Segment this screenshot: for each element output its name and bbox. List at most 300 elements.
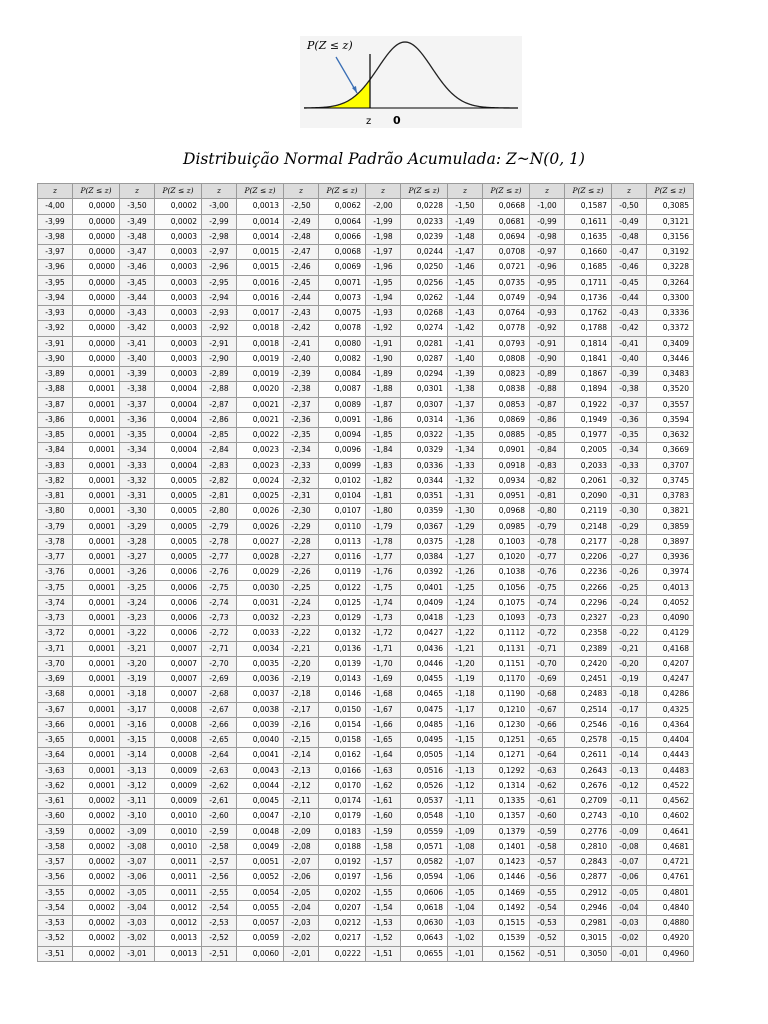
probability-cell: 0,3745 [647, 473, 694, 488]
z-value-cell: -1,91 [366, 336, 401, 351]
z-value-cell: -2,28 [284, 534, 319, 549]
z-value-cell: -0,50 [612, 199, 647, 214]
z-value-cell: -3,17 [120, 702, 155, 717]
z-value-cell: -0,26 [612, 565, 647, 580]
probability-cell: 0,1357 [483, 809, 530, 824]
z-value-cell: -0,92 [530, 321, 565, 336]
probability-cell: 0,4404 [647, 733, 694, 748]
probability-cell: 0,0000 [73, 214, 120, 229]
z-value-cell: -2,89 [202, 367, 237, 382]
z-value-cell: -2,74 [202, 595, 237, 610]
z-value-cell: -0,06 [612, 870, 647, 885]
probability-cell: 0,0630 [401, 916, 448, 931]
probability-cell: 0,0005 [155, 534, 202, 549]
probability-cell: 0,0010 [155, 839, 202, 854]
probability-cell: 0,0217 [319, 931, 366, 946]
z-value-cell: -2,60 [202, 809, 237, 824]
z-value-cell: -2,31 [284, 489, 319, 504]
z-value-cell: -1,28 [448, 534, 483, 549]
probability-cell: 0,0110 [319, 519, 366, 534]
z-value-cell: -3,04 [120, 900, 155, 915]
z-value-cell: -0,45 [612, 275, 647, 290]
header-z: z [530, 184, 565, 199]
probability-cell: 0,0764 [483, 306, 530, 321]
z-value-cell: -0,95 [530, 275, 565, 290]
probability-cell: 0,2776 [565, 824, 612, 839]
probability-cell: 0,0057 [237, 916, 284, 931]
probability-cell: 0,0002 [73, 885, 120, 900]
probability-cell: 0,2451 [565, 672, 612, 687]
z-value-cell: -0,37 [612, 397, 647, 412]
probability-cell: 0,0004 [155, 443, 202, 458]
z-value-cell: -3,82 [38, 473, 73, 488]
z-value-cell: -1,43 [448, 306, 483, 321]
z-value-cell: -1,70 [366, 656, 401, 671]
z-value-cell: -1,19 [448, 672, 483, 687]
probability-cell: 0,0314 [401, 412, 448, 427]
table-row [38, 778, 694, 793]
probability-cell: 0,0039 [237, 717, 284, 732]
probability-cell: 0,1894 [565, 382, 612, 397]
probability-cell: 0,1587 [565, 199, 612, 214]
probability-cell: 0,4325 [647, 702, 694, 717]
z-value-cell: -2,30 [284, 504, 319, 519]
z-value-cell: -1,95 [366, 275, 401, 290]
z-value-cell: -1,38 [448, 382, 483, 397]
table-row [38, 367, 694, 382]
probability-cell: 0,1788 [565, 321, 612, 336]
probability-cell: 0,4443 [647, 748, 694, 763]
probability-cell: 0,0001 [73, 550, 120, 565]
probability-cell: 0,0000 [73, 321, 120, 336]
probability-cell: 0,0000 [73, 229, 120, 244]
z-value-cell: -0,65 [530, 733, 565, 748]
probability-cell: 0,0003 [155, 229, 202, 244]
probability-cell: 0,0749 [483, 290, 530, 305]
probability-cell: 0,0001 [73, 580, 120, 595]
z-value-cell: -2,75 [202, 580, 237, 595]
z-value-cell: -2,78 [202, 534, 237, 549]
probability-cell: 0,0001 [73, 702, 120, 717]
z-value-cell: -0,10 [612, 809, 647, 824]
probability-cell: 0,0001 [73, 778, 120, 793]
z-value-cell: -3,50 [120, 199, 155, 214]
probability-cell: 0,0007 [155, 656, 202, 671]
z-value-cell: -1,33 [448, 458, 483, 473]
z-value-cell: -1,34 [448, 443, 483, 458]
z-value-cell: -2,10 [284, 809, 319, 824]
probability-cell: 0,0006 [155, 565, 202, 580]
probability-cell: 0,0001 [73, 489, 120, 504]
z-value-cell: -2,66 [202, 717, 237, 732]
probability-cell: 0,0003 [155, 260, 202, 275]
z-value-cell: -2,94 [202, 290, 237, 305]
z-value-cell: -0,07 [612, 855, 647, 870]
z-value-cell: -0,78 [530, 534, 565, 549]
probability-cell: 0,0011 [155, 855, 202, 870]
probability-cell: 0,0007 [155, 687, 202, 702]
probability-cell: 0,0427 [401, 626, 448, 641]
probability-cell: 0,0793 [483, 336, 530, 351]
header-probability: P(Z ≤ z) [565, 184, 612, 199]
probability-cell: 0,4207 [647, 656, 694, 671]
z-value-cell: -1,76 [366, 565, 401, 580]
z-value-cell: -3,63 [38, 763, 73, 778]
probability-cell: 0,0023 [237, 443, 284, 458]
z-value-cell: -2,71 [202, 641, 237, 656]
z-value-cell: -1,30 [448, 504, 483, 519]
z-value-cell: -2,13 [284, 763, 319, 778]
probability-cell: 0,0143 [319, 672, 366, 687]
z-value-cell: -3,85 [38, 428, 73, 443]
probability-cell: 0,0778 [483, 321, 530, 336]
probability-cell: 0,0089 [319, 397, 366, 412]
probability-cell: 0,0643 [401, 931, 448, 946]
probability-cell: 0,0222 [319, 946, 366, 961]
z-value-cell: -0,69 [530, 672, 565, 687]
probability-cell: 0,1469 [483, 885, 530, 900]
z-value-cell: -1,64 [366, 748, 401, 763]
probability-cell: 0,0233 [401, 214, 448, 229]
z-value-cell: -0,73 [530, 611, 565, 626]
probability-cell: 0,0016 [237, 290, 284, 305]
z-value-cell: -1,44 [448, 290, 483, 305]
probability-cell: 0,1314 [483, 778, 530, 793]
probability-cell: 0,0003 [155, 275, 202, 290]
header-z: z [366, 184, 401, 199]
probability-cell: 0,2643 [565, 763, 612, 778]
probability-cell: 0,3483 [647, 367, 694, 382]
z-value-cell: -3,44 [120, 290, 155, 305]
probability-cell: 0,0030 [237, 580, 284, 595]
z-value-cell: -0,89 [530, 367, 565, 382]
title-text: Distribuição Normal Padrão Acumulada: [183, 150, 506, 168]
header-z: z [38, 184, 73, 199]
probability-cell: 0,3050 [565, 946, 612, 961]
z-value-cell: -0,81 [530, 489, 565, 504]
title-notation: Z~N(0, 1) [505, 150, 585, 168]
table-row [38, 855, 694, 870]
z-value-cell: -1,58 [366, 839, 401, 854]
probability-cell: 0,0003 [155, 290, 202, 305]
z-value-cell: -2,88 [202, 382, 237, 397]
probability-cell: 0,0001 [73, 717, 120, 732]
z-value-cell: -3,46 [120, 260, 155, 275]
probability-cell: 0,0516 [401, 763, 448, 778]
probability-cell: 0,0048 [237, 824, 284, 839]
probability-cell: 0,0084 [319, 367, 366, 382]
probability-cell: 0,1075 [483, 595, 530, 610]
z-value-cell: -1,82 [366, 473, 401, 488]
probability-cell: 0,4801 [647, 885, 694, 900]
probability-cell: 0,0071 [319, 275, 366, 290]
z-value-cell: -2,96 [202, 260, 237, 275]
probability-cell: 0,2877 [565, 870, 612, 885]
probability-cell: 0,3121 [647, 214, 694, 229]
probability-cell: 0,0735 [483, 275, 530, 290]
z-value-cell: -0,76 [530, 565, 565, 580]
probability-cell: 0,0951 [483, 489, 530, 504]
z-value-cell: -3,22 [120, 626, 155, 641]
probability-cell: 0,0037 [237, 687, 284, 702]
z-value-cell: -2,12 [284, 778, 319, 793]
z-value-cell: -2,44 [284, 290, 319, 305]
probability-cell: 0,0051 [237, 855, 284, 870]
probability-cell: 0,0281 [401, 336, 448, 351]
probability-cell: 0,0150 [319, 702, 366, 717]
probability-cell: 0,1251 [483, 733, 530, 748]
probability-cell: 0,3300 [647, 290, 694, 305]
probability-cell: 0,4840 [647, 900, 694, 915]
z-value-cell: -1,03 [448, 916, 483, 931]
header-probability: P(Z ≤ z) [401, 184, 448, 199]
z-value-cell: -2,73 [202, 611, 237, 626]
probability-cell: 0,0007 [155, 641, 202, 656]
probability-cell: 0,0000 [73, 199, 120, 214]
probability-cell: 0,0721 [483, 260, 530, 275]
probability-cell: 0,0013 [155, 931, 202, 946]
z-value-cell: -0,30 [612, 504, 647, 519]
z-value-cell: -1,13 [448, 763, 483, 778]
z-value-cell: -2,84 [202, 443, 237, 458]
probability-cell: 0,0068 [319, 245, 366, 260]
probability-cell: 0,0307 [401, 397, 448, 412]
z-value-cell: -2,52 [202, 931, 237, 946]
z-value-cell: -1,06 [448, 870, 483, 885]
z-value-cell: -3,05 [120, 885, 155, 900]
z-value-cell: -2,21 [284, 641, 319, 656]
table-row [38, 245, 694, 260]
probability-cell: 0,0401 [401, 580, 448, 595]
z-value-cell: -2,98 [202, 229, 237, 244]
probability-cell: 0,0013 [237, 199, 284, 214]
z-value-cell: -2,39 [284, 367, 319, 382]
probability-cell: 0,0250 [401, 260, 448, 275]
probability-cell: 0,0256 [401, 275, 448, 290]
z-value-cell: -3,35 [120, 428, 155, 443]
probability-cell: 0,3821 [647, 504, 694, 519]
probability-cell: 0,0202 [319, 885, 366, 900]
probability-cell: 0,0001 [73, 519, 120, 534]
probability-cell: 0,0016 [237, 275, 284, 290]
table-row [38, 428, 694, 443]
z-value-cell: -0,99 [530, 214, 565, 229]
z-value-cell: -3,61 [38, 794, 73, 809]
z-value-cell: -2,82 [202, 473, 237, 488]
z-value-cell: -3,48 [120, 229, 155, 244]
probability-cell: 0,3936 [647, 550, 694, 565]
probability-cell: 0,0021 [237, 412, 284, 427]
z-value-cell: -1,56 [366, 870, 401, 885]
probability-cell: 0,0228 [401, 199, 448, 214]
z-value-cell: -3,18 [120, 687, 155, 702]
probability-cell: 0,4013 [647, 580, 694, 595]
table-row [38, 702, 694, 717]
z-value-cell: -2,06 [284, 870, 319, 885]
probability-cell: 0,1867 [565, 367, 612, 382]
probability-cell: 0,0294 [401, 367, 448, 382]
z-value-cell: -2,65 [202, 733, 237, 748]
z-value-cell: -0,54 [530, 900, 565, 915]
z-value-cell: -3,59 [38, 824, 73, 839]
probability-cell: 0,0004 [155, 382, 202, 397]
probability-cell: 0,3192 [647, 245, 694, 260]
z-value-cell: -2,61 [202, 794, 237, 809]
probability-cell: 0,3520 [647, 382, 694, 397]
z-value-cell: -3,97 [38, 245, 73, 260]
probability-cell: 0,0409 [401, 595, 448, 610]
probability-cell: 0,0367 [401, 519, 448, 534]
probability-cell: 0,0001 [73, 534, 120, 549]
z-value-cell: -0,36 [612, 412, 647, 427]
z-value-cell: -3,10 [120, 809, 155, 824]
probability-cell: 0,2912 [565, 885, 612, 900]
z-value-cell: -2,34 [284, 443, 319, 458]
probability-cell: 0,0059 [237, 931, 284, 946]
table-row [38, 809, 694, 824]
probability-cell: 0,1401 [483, 839, 530, 854]
probability-cell: 0,0006 [155, 611, 202, 626]
probability-cell: 0,2148 [565, 519, 612, 534]
probability-cell: 0,0002 [73, 839, 120, 854]
probability-cell: 0,4286 [647, 687, 694, 702]
z-value-cell: -0,83 [530, 458, 565, 473]
probability-cell: 0,2296 [565, 595, 612, 610]
probability-cell: 0,0018 [237, 321, 284, 336]
probability-cell: 0,1977 [565, 428, 612, 443]
probability-cell: 0,0823 [483, 367, 530, 382]
probability-cell: 0,0207 [319, 900, 366, 915]
probability-cell: 0,3156 [647, 229, 694, 244]
probability-cell: 0,0099 [319, 458, 366, 473]
z-value-cell: -1,61 [366, 794, 401, 809]
z-value-cell: -2,33 [284, 458, 319, 473]
probability-cell: 0,0495 [401, 733, 448, 748]
probability-cell: 0,0808 [483, 351, 530, 366]
z-value-cell: -0,49 [612, 214, 647, 229]
probability-cell: 0,0485 [401, 717, 448, 732]
z-value-cell: -0,58 [530, 839, 565, 854]
z-value-cell: -1,29 [448, 519, 483, 534]
z-value-cell: -3,13 [120, 763, 155, 778]
table-row [38, 885, 694, 900]
probability-cell: 0,0060 [237, 946, 284, 961]
z-value-cell: -1,84 [366, 443, 401, 458]
probability-cell: 0,0000 [73, 245, 120, 260]
z-value-cell: -0,93 [530, 306, 565, 321]
z-value-cell: -0,01 [612, 946, 647, 961]
probability-cell: 0,0162 [319, 748, 366, 763]
z-value-cell: -2,18 [284, 687, 319, 702]
probability-cell: 0,2420 [565, 656, 612, 671]
z-value-cell: -2,09 [284, 824, 319, 839]
z-value-cell: -2,02 [284, 931, 319, 946]
z-value-cell: -3,09 [120, 824, 155, 839]
probability-cell: 0,1611 [565, 214, 612, 229]
z-value-cell: -1,47 [448, 245, 483, 260]
z-value-cell: -1,93 [366, 306, 401, 321]
z-value-cell: -3,47 [120, 245, 155, 260]
probability-cell: 0,1056 [483, 580, 530, 595]
z-value-cell: -0,21 [612, 641, 647, 656]
table-row [38, 336, 694, 351]
z-value-cell: -1,83 [366, 458, 401, 473]
probability-cell: 0,1271 [483, 748, 530, 763]
normal-curve-svg [300, 36, 522, 128]
z-value-cell: -2,92 [202, 321, 237, 336]
z-value-cell: -2,49 [284, 214, 319, 229]
probability-cell: 0,4364 [647, 717, 694, 732]
probability-cell: 0,4920 [647, 931, 694, 946]
z-value-cell: -2,15 [284, 733, 319, 748]
z-value-cell: -0,82 [530, 473, 565, 488]
z-value-cell: -3,78 [38, 534, 73, 549]
z-value-cell: -0,04 [612, 900, 647, 915]
z-value-cell: -3,45 [120, 275, 155, 290]
probability-cell: 0,0526 [401, 778, 448, 793]
z-value-cell: -1,12 [448, 778, 483, 793]
probability-cell: 0,1379 [483, 824, 530, 839]
z-value-cell: -2,36 [284, 412, 319, 427]
probability-cell: 0,0668 [483, 199, 530, 214]
z-value-cell: -2,62 [202, 778, 237, 793]
probability-cell: 0,0001 [73, 473, 120, 488]
probability-cell: 0,0197 [319, 870, 366, 885]
z-value-cell: -2,42 [284, 321, 319, 336]
z-value-cell: -1,35 [448, 428, 483, 443]
probability-cell: 0,0006 [155, 626, 202, 641]
z-value-cell: -0,09 [612, 824, 647, 839]
z-value-cell: -0,94 [530, 290, 565, 305]
probability-cell: 0,3085 [647, 199, 694, 214]
table-row [38, 763, 694, 778]
z-value-cell: -0,57 [530, 855, 565, 870]
zero-axis-label: 0 [393, 114, 401, 127]
probability-cell: 0,0073 [319, 290, 366, 305]
z-value-cell: -0,98 [530, 229, 565, 244]
probability-cell: 0,2611 [565, 748, 612, 763]
z-value-cell: -3,34 [120, 443, 155, 458]
probability-cell: 0,0708 [483, 245, 530, 260]
probability-cell: 0,0009 [155, 763, 202, 778]
z-value-cell: -1,40 [448, 351, 483, 366]
probability-cell: 0,1492 [483, 900, 530, 915]
probability-cell: 0,2033 [565, 458, 612, 473]
probability-cell: 0,0985 [483, 519, 530, 534]
probability-cell: 0,0075 [319, 306, 366, 321]
z-value-cell: -1,98 [366, 229, 401, 244]
probability-cell: 0,0262 [401, 290, 448, 305]
table-row [38, 199, 694, 214]
z-value-cell: -2,91 [202, 336, 237, 351]
probability-cell: 0,0001 [73, 656, 120, 671]
z-value-cell: -3,79 [38, 519, 73, 534]
probability-cell: 0,0010 [155, 824, 202, 839]
z-value-cell: -2,19 [284, 672, 319, 687]
probability-cell: 0,0375 [401, 534, 448, 549]
probability-cell: 0,0002 [73, 916, 120, 931]
z-value-cell: -1,37 [448, 397, 483, 412]
z-value-cell: -1,10 [448, 809, 483, 824]
z-value-cell: -3,11 [120, 794, 155, 809]
probability-cell: 0,0192 [319, 855, 366, 870]
probability-cell: 0,0384 [401, 550, 448, 565]
probability-cell: 0,0934 [483, 473, 530, 488]
z-value-cell: -3,73 [38, 611, 73, 626]
probability-cell: 0,0032 [237, 611, 284, 626]
z-value-cell: -2,72 [202, 626, 237, 641]
z-value-cell: -3,02 [120, 931, 155, 946]
